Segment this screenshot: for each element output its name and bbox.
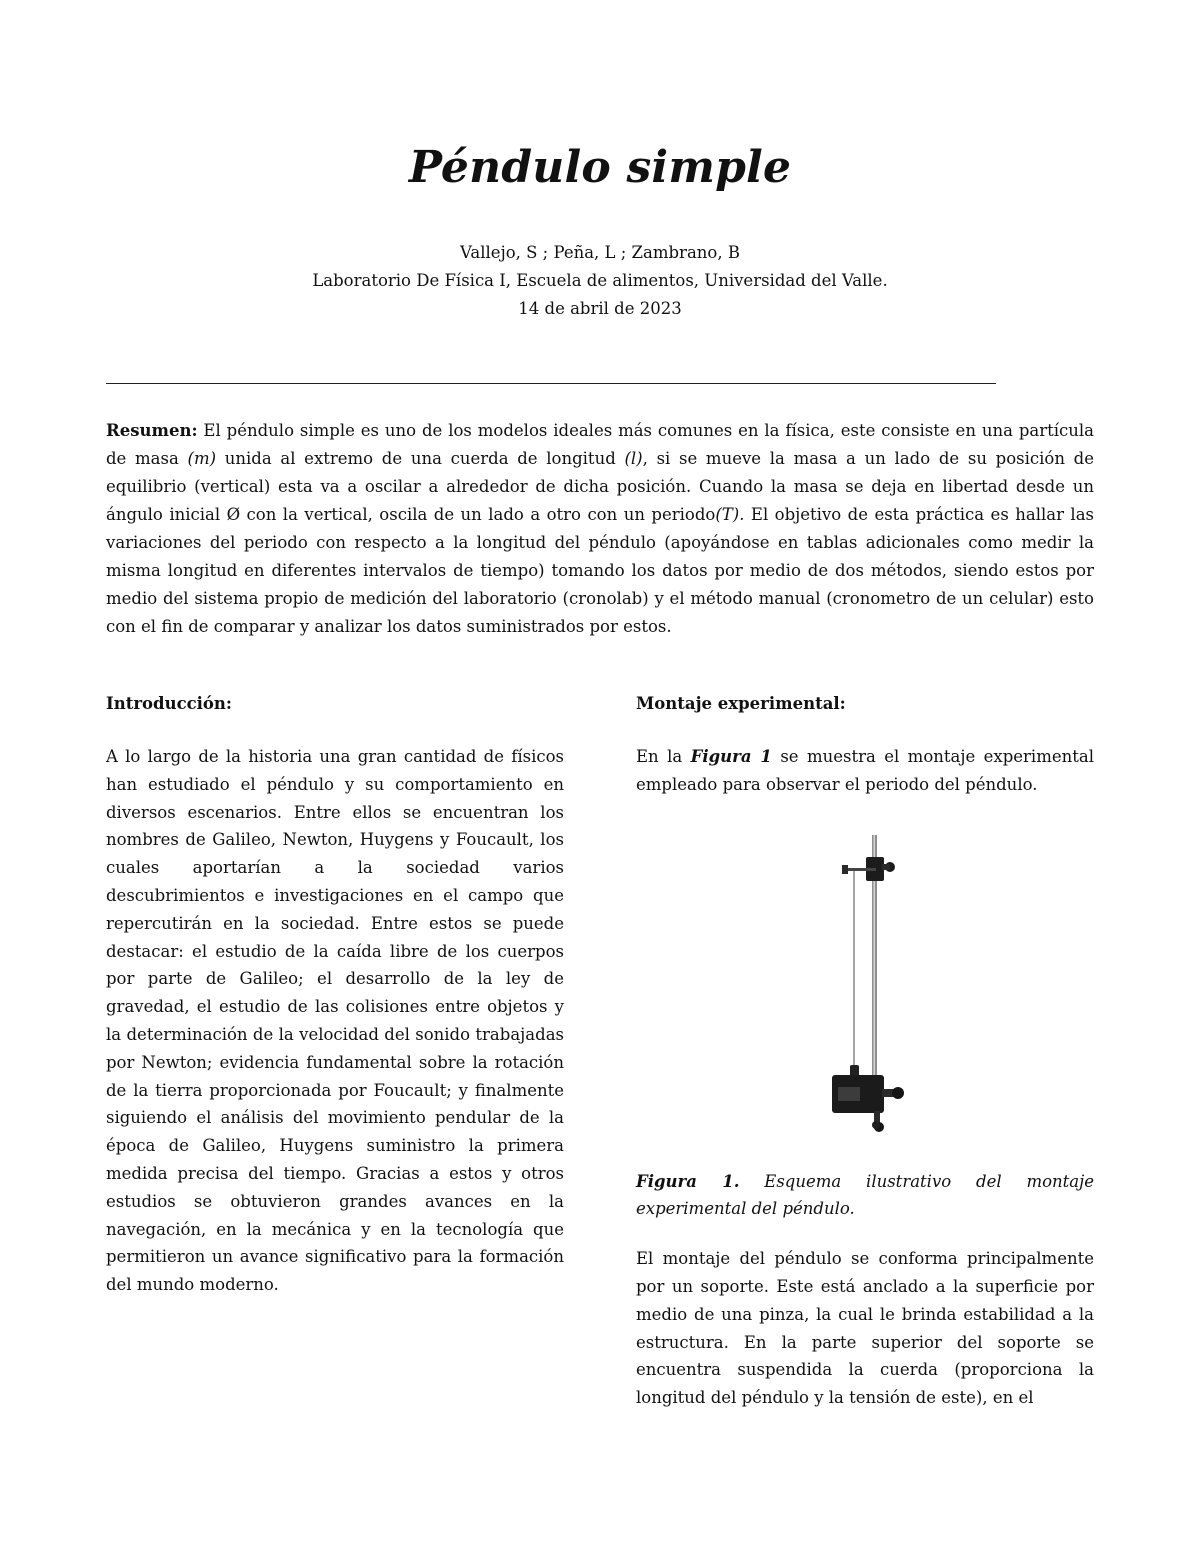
abstract-text-1: El péndulo simple es uno de los modelos ideales más comunes en la física, este consiste en una partícula de masa [106,421,1094,468]
figure-1-caption [636,1168,1094,1224]
setup-column [636,690,1094,1412]
affiliation-line: Laboratorio De Física I, Escuela de alimentos, Universidad del Valle. [312,271,888,290]
setup-intro-text-b: se muestra el montaje experimental empleado para observar el periodo del péndulo. [636,747,1094,794]
introduction-body: A lo largo de la historia una gran cantidad de físicos han estudiado el péndulo y su comportamiento en diversos escenarios. Entre ellos se encuentran los nombres de Galileo, Newton, Huygens y Foucault, los cuales aportarían a la sociedad varios descubrimientos e investigaciones en el campo que repercutirán en la sociedad. Entre estos se puede destacar: el estudio de la caída libre de los cuerpos por parte de Galileo; el desarrollo de la ley de gravedad, el estudio de las colisiones entre objetos y la determinación de la velocidad del sonido trabajadas por Newton; evidencia fundamental sobre la rotación de la tierra proporcionada por Foucault; y finalmente siguiendo el análisis del movimiento pendular de la época de Galileo, Huygens suministro la primera medida precisa del tiempo. Gracias a estos y otros estudios se obtuvieron grandes avances en la navegación, en la mecánica y en la tecnología que permitieron un avance significativo para la formación del mundo moderno. [106,747,564,1295]
abstract-text-2: unida al extremo de una cuerda de longitud [216,449,625,468]
setup-intro-paragraph [636,743,1094,799]
figure-1 [636,817,1094,1162]
period-symbol: (T). [715,505,745,524]
introduction-heading: Introducción: [106,694,233,713]
figure-reference: Figura 1 [690,747,772,766]
abstract-text-4: El objetivo de esta práctica es hallar las variaciones del periodo con respecto a la longitud del péndulo (apoyándose en tablas adicionales como medir la misma longitud en diferentes intervalos de tiempo) tomando los datos por medio de dos métodos, siendo estos por medio del sistema propio de medición del laboratorio (cronolab) y el método manual (cronometro de un celular) esto con el fin de comparar y analizar los datos suministrados por estos. [106,505,1095,636]
setup-description-paragraph: El montaje del péndulo se conforma principalmente por un soporte. Este está anclado a la superficie por medio de una pinza, la cual le brinda estabilidad a la estructura. En la parte superior del soporte se encuentra suspendida la cuerda (proporciona la longitud del péndulo y la tensión de este), en el [636,1249,1094,1408]
setup-intro-text-a: En la [636,747,691,766]
pendulum-apparatus-image [816,835,926,1135]
abstract-label: Resumen: [106,421,198,440]
abstract-text-3: , si se mueve la masa a un lado de su posición de equilibrio (vertical) esta va a oscilar a alrededor de dicha posición. Cuando la masa se deja en libertad desde un ángulo inicial Ø con la vertical, oscila de un lado a otro con un periodo [106,449,1095,524]
date-line: 14 de abril de 2023 [518,299,682,318]
horizontal-arm [846,868,876,871]
separator-rule [106,383,996,384]
caption-text: Esquema ilustrativo del montaje experimental del péndulo. [636,1171,1094,1219]
caption-label: Figura 1. [636,1171,740,1191]
abstract [106,417,1094,641]
setup-heading: Montaje experimental: [636,694,846,713]
paper-title: Péndulo simple [408,142,792,193]
length-symbol: (l) [624,449,643,468]
introduction-column [106,690,564,1299]
mass-symbol: (m) [187,449,217,468]
authors-line: Vallejo, S ; Peña, L ; Zambrano, B [460,243,740,262]
